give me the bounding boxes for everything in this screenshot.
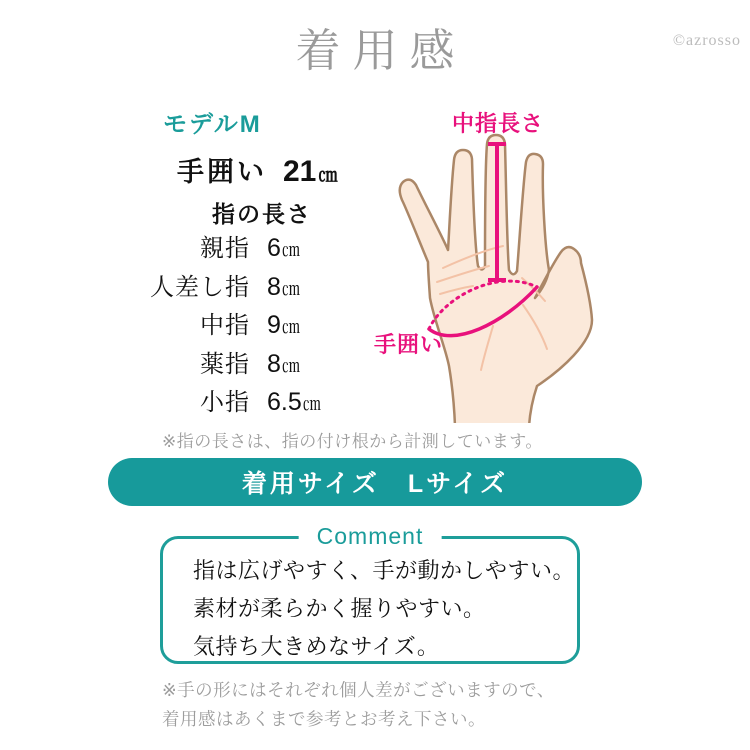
comment-lines — [163, 539, 577, 666]
hand-circumference-value: 21 — [283, 155, 317, 188]
finger-value: 6 — [267, 234, 281, 262]
model-name: モデルM — [163, 111, 262, 138]
finger-length-table — [60, 229, 360, 422]
comment-heading: Comment — [299, 523, 442, 550]
finger-unit: ㎝ — [281, 317, 300, 338]
finger-label: 中指 — [200, 312, 250, 340]
finger-value: 8 — [267, 349, 281, 378]
table-row — [60, 229, 360, 268]
finger-unit: ㎝ — [281, 240, 300, 260]
hand-illustration — [385, 98, 665, 428]
copyright-watermark: ©azrosso — [672, 32, 741, 49]
finger-label: 薬指 — [200, 350, 250, 378]
table-row — [60, 306, 360, 345]
finger-label: 親指 — [200, 235, 250, 262]
hand-circumference-row — [177, 150, 337, 189]
comment-line: 指は広げやすく、手が動かしやすい。 — [193, 558, 576, 583]
comment-line: 素材が柔らかく握りやすい。 — [193, 596, 486, 621]
finger-unit: ㎝ — [281, 355, 300, 376]
hand-circumference-label: 手囲い — [177, 157, 267, 187]
footer-disclaimer — [162, 676, 555, 734]
finger-value: 9 — [267, 311, 281, 340]
measurement-note: ※指の長さは、指の付け根から計測しています。 — [162, 432, 543, 451]
footer-disclaimer-line: 着用感はあくまで参考とお考え下さい。 — [162, 709, 486, 729]
wrist-fade — [440, 423, 542, 428]
footer-disclaimer-line: ※手の形にはそれぞれ個人差がございますので、 — [162, 680, 555, 700]
page-title: 着用感 — [295, 26, 467, 76]
table-row — [60, 268, 360, 307]
wearing-size-banner: 着用サイズ Lサイズ — [108, 458, 642, 506]
middle-finger-length-label: 中指長さ — [452, 111, 545, 136]
table-row — [60, 345, 360, 384]
comment-line: 気持ち大きめなサイズ。 — [193, 634, 440, 659]
finger-value: 8 — [267, 272, 281, 301]
hand-circumference-unit: ㎝ — [318, 165, 338, 186]
finger-value: 6.5 — [267, 388, 302, 417]
finger-length-heading: 指の長さ — [212, 201, 312, 227]
finger-unit: ㎝ — [281, 278, 300, 299]
finger-label: 人差し指 — [150, 273, 250, 301]
table-row — [60, 383, 360, 422]
finger-label: 小指 — [200, 389, 250, 417]
hand-circumference-diagram-label: 手囲い — [374, 332, 444, 357]
finger-unit: ㎝ — [302, 394, 321, 415]
comment-box — [160, 523, 580, 664]
